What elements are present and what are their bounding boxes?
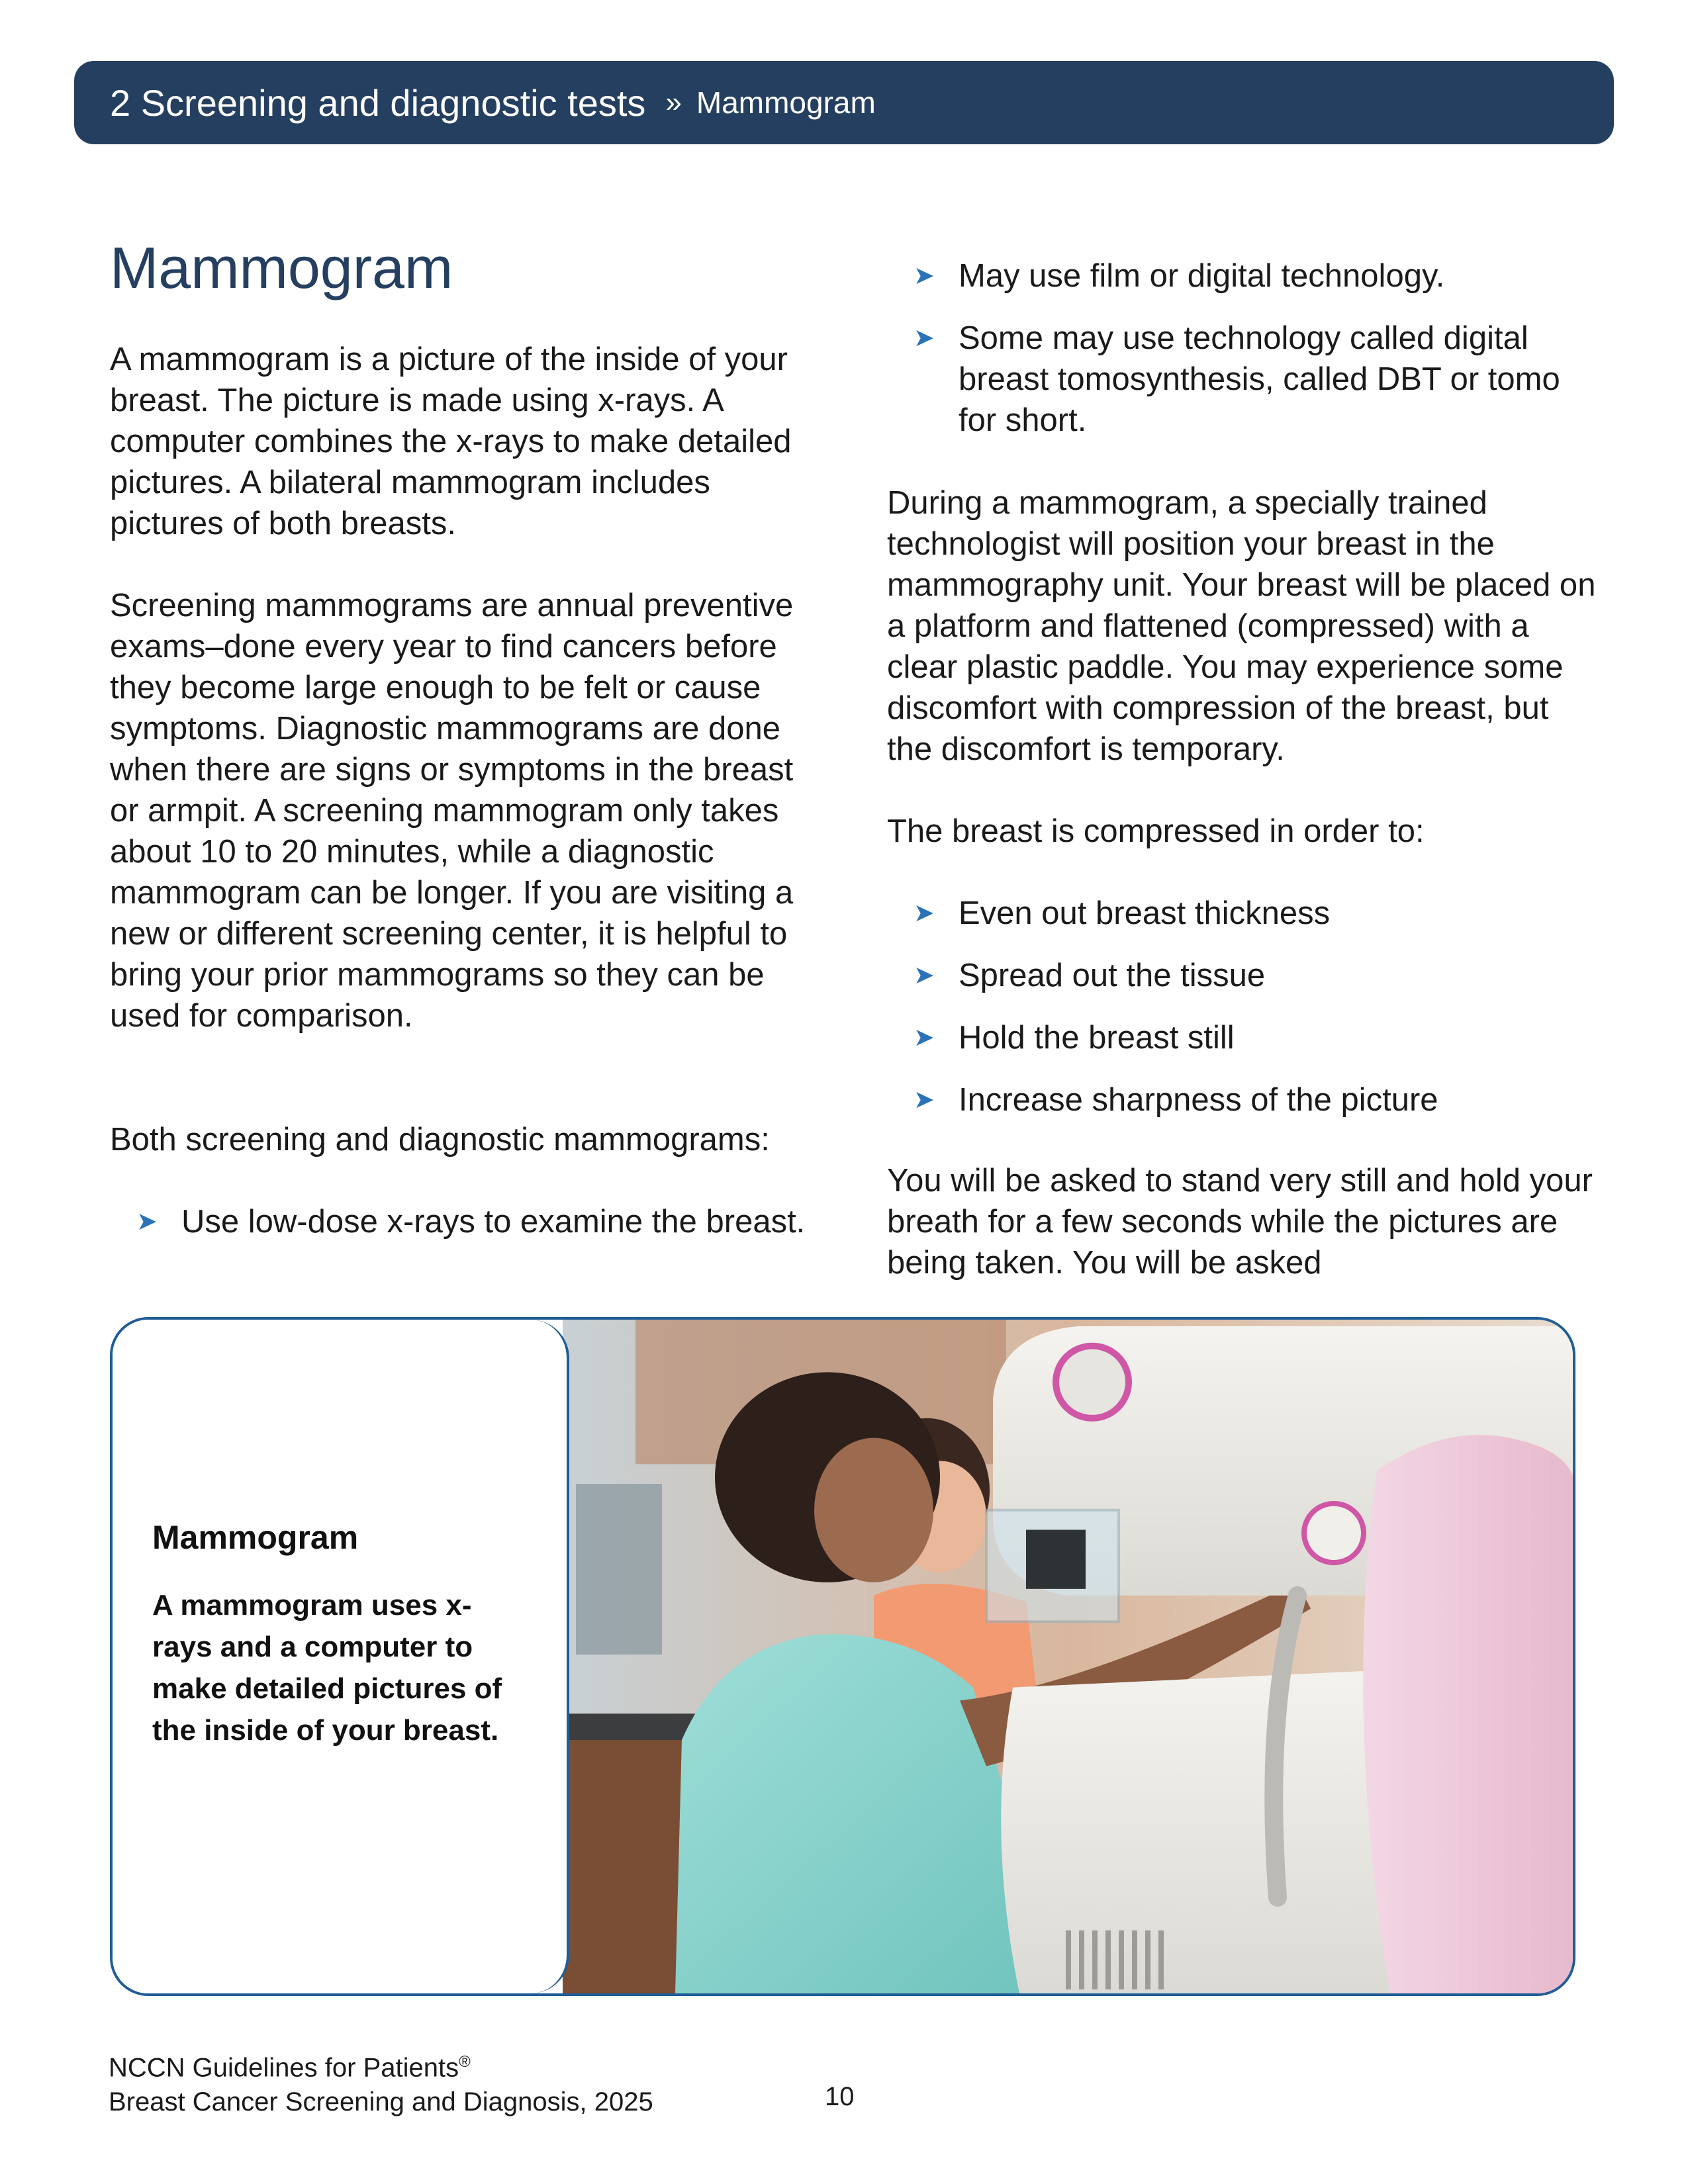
list-item <box>887 955 1265 996</box>
compression-intro: The breast is compressed in order to: <box>887 813 1425 849</box>
bullet-text: Even out breast thickness <box>959 895 1331 931</box>
bullet-text: May use film or digital technology. <box>959 258 1445 294</box>
list-item <box>887 318 1602 441</box>
footer-document-name: Breast Cancer Screening and Diagnosis, 2025 <box>109 2087 653 2117</box>
chapter-header-bar <box>74 61 1614 144</box>
screening-paragraph: Screening mammograms are annual preventive exams–done every year to find cancers before they become large enough to be felt or cause symptoms. Diagnostic mammograms are done when there are signs or symptoms in the breast or armpit. A screening mammogram only takes about 10 to 20 minutes, while a diagnostic mammogram can be longer. If you are visiting a new or different screening center, it is helpful to bring your prior mammograms so they can be used for comparison. <box>110 588 794 1034</box>
list-item <box>887 1017 1235 1058</box>
list-item <box>887 255 1444 296</box>
figure-caption-title: Mammogram <box>152 1519 359 1556</box>
machine-side-panel <box>1363 1435 1575 1993</box>
footer-guideline-name: NCCN Guidelines for Patients <box>109 2053 459 2083</box>
dispenser-shape <box>576 1484 662 1655</box>
bullet-text: Use low-dose x-rays to examine the breast. <box>181 1204 806 1240</box>
intro-paragraph: A mammogram is a picture of the inside of your breast. The picture is made using x-rays. A computer combines the x-rays to make detailed pictures. A bilateral mammogram includes pictures of both breasts. <box>110 341 792 541</box>
list-item <box>110 1201 805 1242</box>
chevron-right-icon: ➤ <box>914 262 935 290</box>
bullet-text: Some may use technology called digital breast tomosynthesis, called DBT or tomo for short. <box>959 320 1560 438</box>
chevron-right-icon: ➤ <box>914 1024 935 1052</box>
bullet-text: Spread out the tissue <box>959 958 1266 993</box>
chevron-right-icon: ➤ <box>136 1208 158 1236</box>
chapter-title: 2 Screening and diagnostic tests <box>110 81 646 124</box>
chevron-right-icon: ➤ <box>914 962 935 989</box>
procedure-paragraph: During a mammogram, a specially trained technologist will position your breast in the mammography unit. Your breast will be placed on a platform and flattened (compressed) with a clear plastic paddle. You may experience some discomfort with compression of the breast, but the discomfort is temporary. <box>887 485 1596 767</box>
machine-side-dial <box>1304 1504 1364 1563</box>
both-mammograms-paragraph: Both screening and diagnostic mammograms: <box>110 1122 770 1158</box>
bullet-text: Increase sharpness of the picture <box>959 1082 1438 1118</box>
chevron-right-icon: ➤ <box>914 324 935 352</box>
list-item <box>887 893 1330 934</box>
registered-mark: ® <box>459 2053 471 2071</box>
page-number: 10 <box>825 2082 855 2111</box>
mammogram-figure <box>110 1317 1575 1996</box>
mammogram-photo <box>563 1320 1575 1993</box>
figure-caption-card <box>113 1320 569 1993</box>
figure-caption-text: A mammogram uses x-rays and a computer to make detailed pictures of the inside of your breast. <box>152 1589 502 1747</box>
breadcrumb-separator: » <box>665 86 682 118</box>
bullet-text: Hold the breast still <box>959 1020 1235 1056</box>
footer-citation <box>109 2045 653 2119</box>
page-title: Mammogram <box>110 235 453 300</box>
chevron-right-icon: ➤ <box>914 1086 935 1114</box>
paddle-window <box>1026 1530 1086 1589</box>
patient-face <box>814 1438 933 1582</box>
machine-control-dial <box>1056 1346 1129 1418</box>
section-title: Mammogram <box>696 85 876 120</box>
list-item <box>887 1079 1438 1120</box>
chevron-right-icon: ➤ <box>914 899 935 927</box>
stand-still-paragraph: You will be asked to stand very still and hold your breath for a few seconds while the pictures are being taken. You will be asked <box>887 1163 1593 1281</box>
